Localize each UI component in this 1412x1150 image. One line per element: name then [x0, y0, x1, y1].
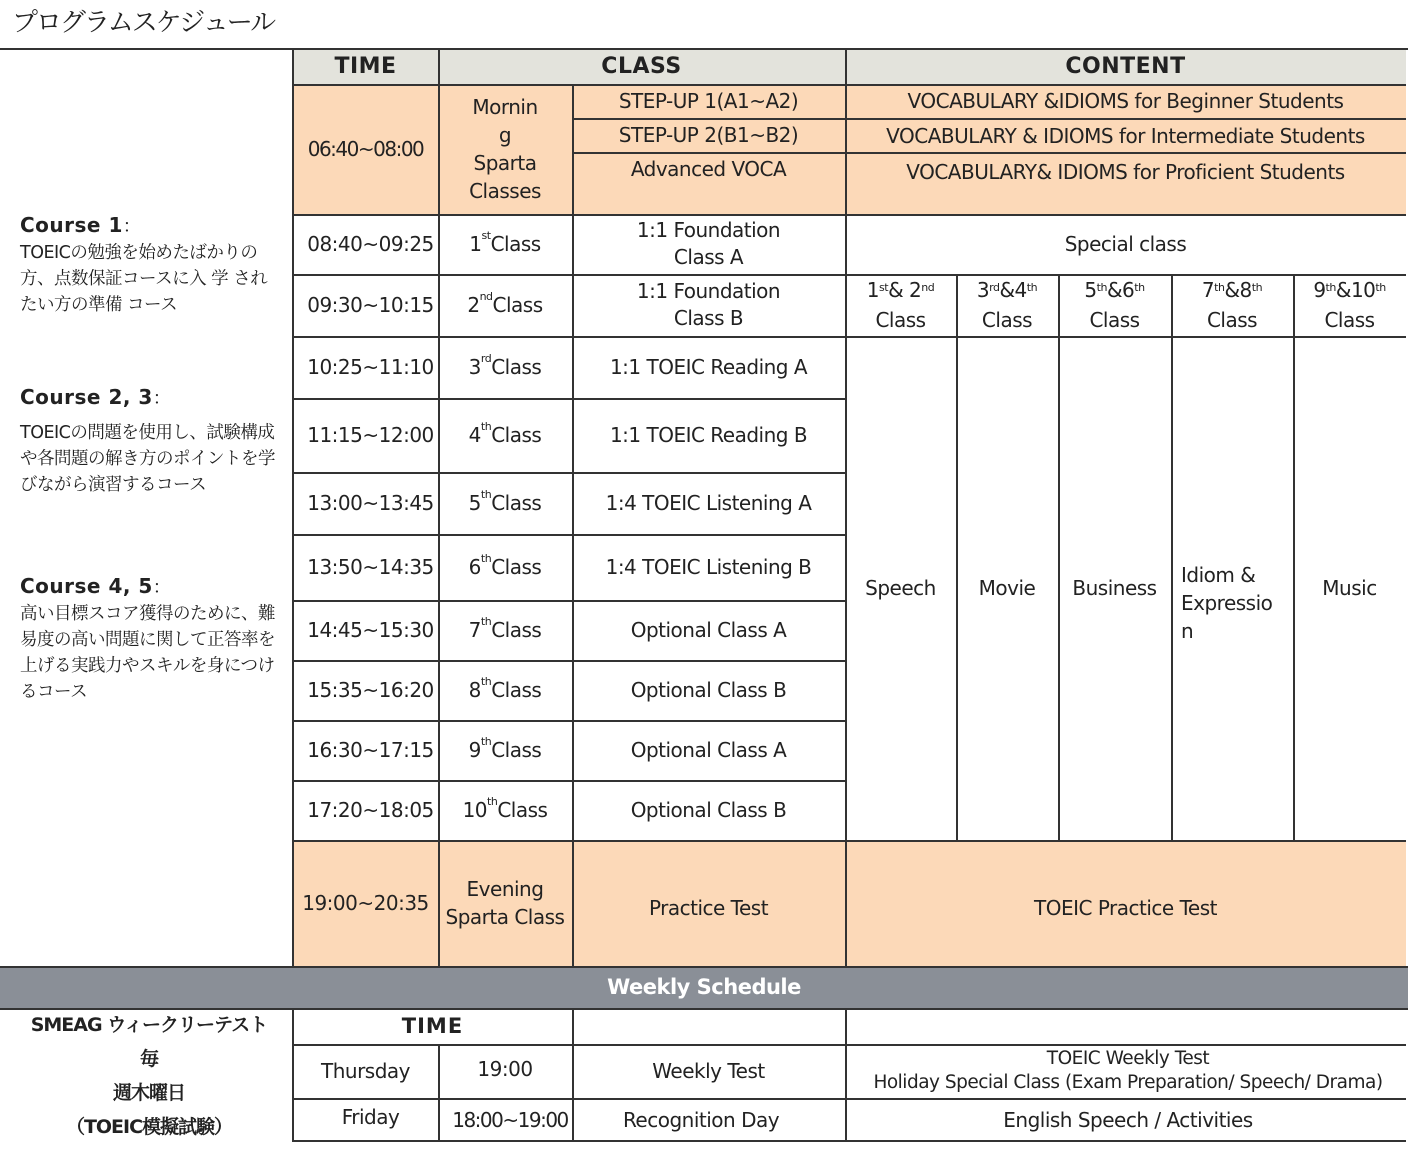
- v-line: [1171, 274, 1173, 840]
- h-line: [572, 118, 1406, 120]
- row-time: 13:00~13:45: [307, 491, 434, 515]
- h-line: [845, 336, 1406, 338]
- row-time: 10:25~11:10: [307, 355, 434, 379]
- v-line: [1293, 274, 1295, 840]
- evening-time: 19:00~20:35: [302, 891, 429, 915]
- row-class-number: 7thClass: [468, 615, 542, 642]
- evening-sparta-label: Evening Sparta Class: [445, 877, 565, 929]
- morning-class-2: STEP-UP 2(B1~B2): [618, 123, 799, 147]
- row-class-name: 1:4 TOEIC Listening A: [605, 490, 812, 515]
- h-line: [293, 1098, 1406, 1100]
- weekly-thursday-content: TOEIC Weekly Test Holiday Special Class (Exam Preparation/ Speech/ Drama): [873, 1048, 1383, 1093]
- v-line: [438, 1044, 440, 1142]
- special-group-header: 7th&8th Class: [1201, 278, 1263, 332]
- special-group-topic: Movie: [978, 576, 1036, 600]
- h-line: [293, 720, 845, 722]
- special-group-header: 5th&6th Class: [1084, 278, 1145, 332]
- row-class-name: Optional Class A: [630, 737, 787, 762]
- row-class-name: 1:1 Foundation Class A: [636, 218, 781, 269]
- h-line: [0, 966, 1408, 968]
- special-group-header: 1st& 2nd Class: [866, 278, 935, 332]
- h-line: [293, 398, 845, 400]
- weekly-test-class: Weekly Test: [652, 1059, 765, 1083]
- row-class-number: 4thClass: [468, 420, 542, 447]
- h-line: [845, 274, 1406, 276]
- h-line: [293, 780, 845, 782]
- row-class-number: 6thClass: [468, 552, 542, 579]
- page-title: プログラムスケジュール: [12, 8, 275, 38]
- h-line: [293, 840, 1406, 842]
- v-line: [572, 1010, 574, 1142]
- weekly-time-header: TIME: [401, 1014, 464, 1039]
- v-line: [438, 50, 440, 966]
- h-line: [293, 84, 1406, 86]
- row-class-number: 5thClass: [468, 488, 542, 515]
- morning-time: 06:40~08:00: [307, 137, 424, 161]
- row-class-number: 3rdClass: [468, 352, 542, 379]
- h-line: [293, 534, 845, 536]
- h-line: [293, 214, 1406, 216]
- course-1-label: Course 1: [20, 213, 123, 237]
- course-4-5-description: Course 4, 5： 高い目標スコア獲得のために、難易度の高い問題に関して正答率を上げる実践力やスキルを身につけるコース: [20, 574, 275, 702]
- header-time: TIME: [293, 50, 438, 84]
- special-group-topic: Music: [1322, 576, 1377, 600]
- course-4-5-label: Course 4, 5: [20, 574, 153, 598]
- row-class-name: Optional Class A: [630, 617, 787, 642]
- row-class-name: 1:1 TOEIC Reading B: [609, 422, 808, 447]
- h-line: [293, 600, 845, 602]
- h-line: [293, 1140, 1406, 1142]
- weekly-friday-content: English Speech / Activities: [1003, 1108, 1253, 1132]
- special-group-topic: Idiom & Expressio n: [1181, 563, 1273, 643]
- row-class-name: 1:4 TOEIC Listening B: [605, 554, 812, 579]
- course-4-5-text: 高い目標スコア獲得のために、難易度の高い問題に関して正答率を上げる実践力やスキルを身につけるコース: [20, 604, 275, 702]
- weekly-thursday-time: 19:00: [477, 1057, 533, 1081]
- header-class: CLASS: [438, 50, 845, 84]
- h-line: [293, 336, 845, 338]
- row-time: 14:45~15:30: [307, 618, 434, 642]
- morning-content-2: VOCABULARY & IDIOMS for Intermediate Students: [886, 124, 1365, 148]
- special-group-header: 3rd&4th Class: [976, 278, 1038, 332]
- course-1-text: TOEICの勉強を始めたばかりの方、点数保証コースに入 学 されたい方の準備 コース: [20, 243, 268, 315]
- v-line: [845, 50, 847, 966]
- h-line: [293, 274, 845, 276]
- row-class-number: 10thClass: [462, 795, 548, 822]
- h-line: [572, 152, 1406, 154]
- row-class-name: 1:1 Foundation Class B: [636, 279, 781, 330]
- special-group-topic: Business: [1072, 576, 1157, 600]
- h-line: [293, 660, 845, 662]
- h-line: [293, 1044, 1406, 1046]
- row-time: 08:40~09:25: [307, 232, 434, 256]
- morning-class-3: Advanced VOCA: [630, 157, 787, 181]
- row-time: 16:30~17:15: [307, 738, 434, 762]
- v-line: [1058, 274, 1060, 840]
- v-line: [572, 84, 574, 966]
- morning-content-3: VOCABULARY& IDIOMS for Proficient Students: [906, 160, 1345, 184]
- row-time: 15:35~16:20: [307, 678, 434, 702]
- v-line: [845, 1010, 847, 1142]
- row-time: 09:30~10:15: [307, 293, 434, 317]
- course-2-3-label: Course 2, 3: [20, 385, 153, 409]
- v-line: [292, 50, 294, 966]
- row-class-name: 1:1 TOEIC Reading A: [609, 354, 808, 379]
- row-class-number: 2ndClass: [467, 290, 543, 317]
- row-class-number: 1stClass: [469, 229, 541, 256]
- weekly-thursday: Thursday: [321, 1059, 410, 1083]
- weekly-recognition-class: Recognition Day: [622, 1108, 780, 1132]
- header-content: CONTENT: [845, 50, 1406, 84]
- v-line: [292, 1010, 294, 1142]
- row-time: 13:50~14:35: [307, 555, 434, 579]
- evening-class: Practice Test: [648, 896, 769, 920]
- row-time: 11:15~12:00: [307, 423, 434, 447]
- morning-sparta-label: Mornin g Sparta Classes: [469, 95, 541, 203]
- special-group-topic: Speech: [865, 576, 936, 600]
- weekly-friday: Friday: [341, 1105, 400, 1129]
- h-line: [293, 472, 845, 474]
- morning-content-1: VOCABULARY &IDIOMS for Beginner Students: [907, 89, 1344, 113]
- weekly-schedule-bar: Weekly Schedule: [0, 968, 1408, 1008]
- evening-content: TOEIC Practice Test: [1034, 896, 1217, 920]
- course-1-description: Course 1： TOEICの勉強を始めたばかりの方、点数保証コースに入 学 されたい方の準備 コース: [20, 213, 268, 315]
- special-group-header: 9th&10th Class: [1313, 278, 1386, 332]
- row-time: 17:20~18:05: [307, 798, 434, 822]
- v-line: [956, 274, 958, 840]
- row-class-number: 8thClass: [468, 675, 542, 702]
- course-2-3-text: TOEICの問題を使用し、試験構成や各問題の解き方のポイントを学びながら演習するコース: [20, 423, 275, 495]
- h-line: [0, 1008, 1408, 1010]
- weekly-friday-time: 18:00~19:00: [452, 1108, 568, 1132]
- row-class-number: 9thClass: [468, 735, 542, 762]
- morning-class-1: STEP-UP 1(A1~A2): [618, 89, 799, 113]
- row-class-name: Optional Class B: [630, 677, 787, 702]
- course-2-3-description: Course 2, 3： TOEICの問題を使用し、試験構成や各問題の解き方のポイントを学びながら演習するコース: [20, 385, 275, 495]
- special-class-title: Special class: [1064, 232, 1187, 256]
- weekly-side-text: SMEAG ウィークリーテスト 毎 週木曜日 （TOEIC模擬試験）: [30, 1014, 268, 1138]
- row-class-name: Optional Class B: [630, 797, 787, 822]
